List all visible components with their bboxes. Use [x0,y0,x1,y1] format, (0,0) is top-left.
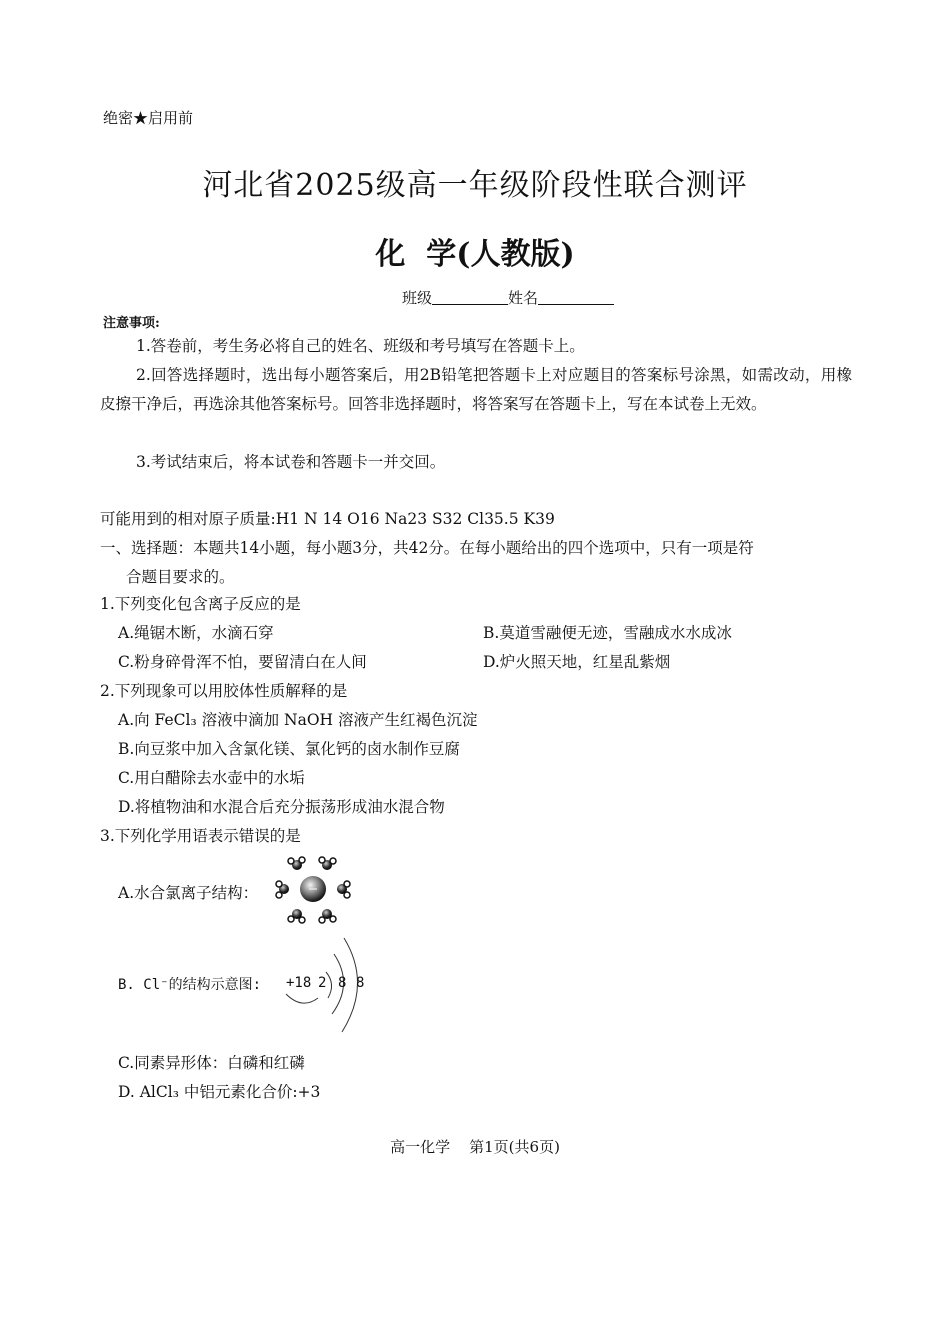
shell-3-electrons: 8 [356,975,365,991]
notice-item-2: 2.回答选择题时，选出每小题答案后，用2B铅笔把答题卡上对应题目的答案标号涂黑，如需改动，用橡皮擦干净后，再选涂其他答案标号。回答非选择题时，将答案写在答题卡上，写在本试卷上无效。 [100,366,852,413]
shell-2-electrons: 8 [338,975,347,991]
water-molecule-right [337,881,350,898]
shell-arc-1 [326,972,332,998]
q1-option-d: D.炉火照天地，红星乱紫烟 [483,653,671,671]
q2-stem: 2.下列现象可以用胶体性质解释的是 [100,682,348,700]
nucleus-arc [286,994,318,1003]
exam-title: 河北省2025级高一年级阶段性联合测评 [202,168,748,203]
q1-option-a: A.绳锯木断，水滴石穿 [118,624,274,642]
notice-item-3: 3.考试结束后，将本试卷和答题卡一并交回。 [136,453,446,471]
water-molecule-top-right [319,857,336,870]
water-molecule-bottom-right [319,909,336,923]
q1-option-c: C.粉身碎骨浑不怕，要留清白在人间 [118,653,367,671]
class-name-line [402,287,614,308]
notice-heading: 注意事项: [103,316,160,331]
q3-option-c: C.同素异形体：白磷和红磷 [118,1054,305,1072]
page-footer: 高一化学 第1页(共6页) [390,1138,560,1156]
notice-item-1: 1.答卷前，考生务必将自己的姓名、班级和考号填写在答题卡上。 [136,337,585,355]
water-molecule-top-left [288,857,305,870]
section1-instructions-line2: 合题目要求的。 [126,568,235,586]
confidential-label: 绝密★启用前 [103,109,194,127]
q3-option-d: D. AlCl₃ 中铝元素化合价:+3 [118,1083,321,1101]
q1-option-b: B.莫道雪融便无迹，雪融成水水成冰 [483,624,732,642]
hydrated-chloride-ion-image [272,852,354,928]
section1-instructions-line1: 一、选择题：本题共14小题，每小题3分，共42分。在每小题给出的四个选项中，只有一项是符 [100,539,754,557]
q2-option-a: A.向 FeCl₃ 溶液中滴加 NaOH 溶液产生红褐色沉淀 [118,711,478,729]
class-blank[interactable] [432,290,508,305]
chloride-structure-diagram [284,932,376,1042]
q2-option-b: B.向豆浆中加入含氯化镁、氯化钙的卤水制作豆腐 [118,740,460,758]
water-molecule-bottom-left [288,909,305,923]
shell-1-electrons: 2 [318,975,327,991]
q3-option-b-label: B. Cl⁻的结构示意图: [118,977,262,993]
q1-stem: 1.下列变化包含离子反应的是 [100,595,301,613]
class-label: 班级 [402,289,433,307]
q2-option-d: D.将植物油和水混合后充分振荡形成油水混合物 [118,798,445,816]
q3-stem: 3.下列化学用语表示错误的是 [100,827,301,845]
subject-title: 化 学(人教版) [375,237,575,272]
q2-option-c: C.用白醋除去水壶中的水垢 [118,769,305,787]
water-molecule-left [276,881,289,898]
name-blank[interactable] [538,290,614,305]
name-label: 姓名 [508,289,539,307]
nucleus-charge: +18 [286,975,312,991]
q3-option-a: A.水合氯离子结构： [118,884,259,902]
atomic-masses: 可能用到的相对原子质量:H1 N 14 O16 Na23 S32 Cl35.5 K39 [100,510,555,528]
